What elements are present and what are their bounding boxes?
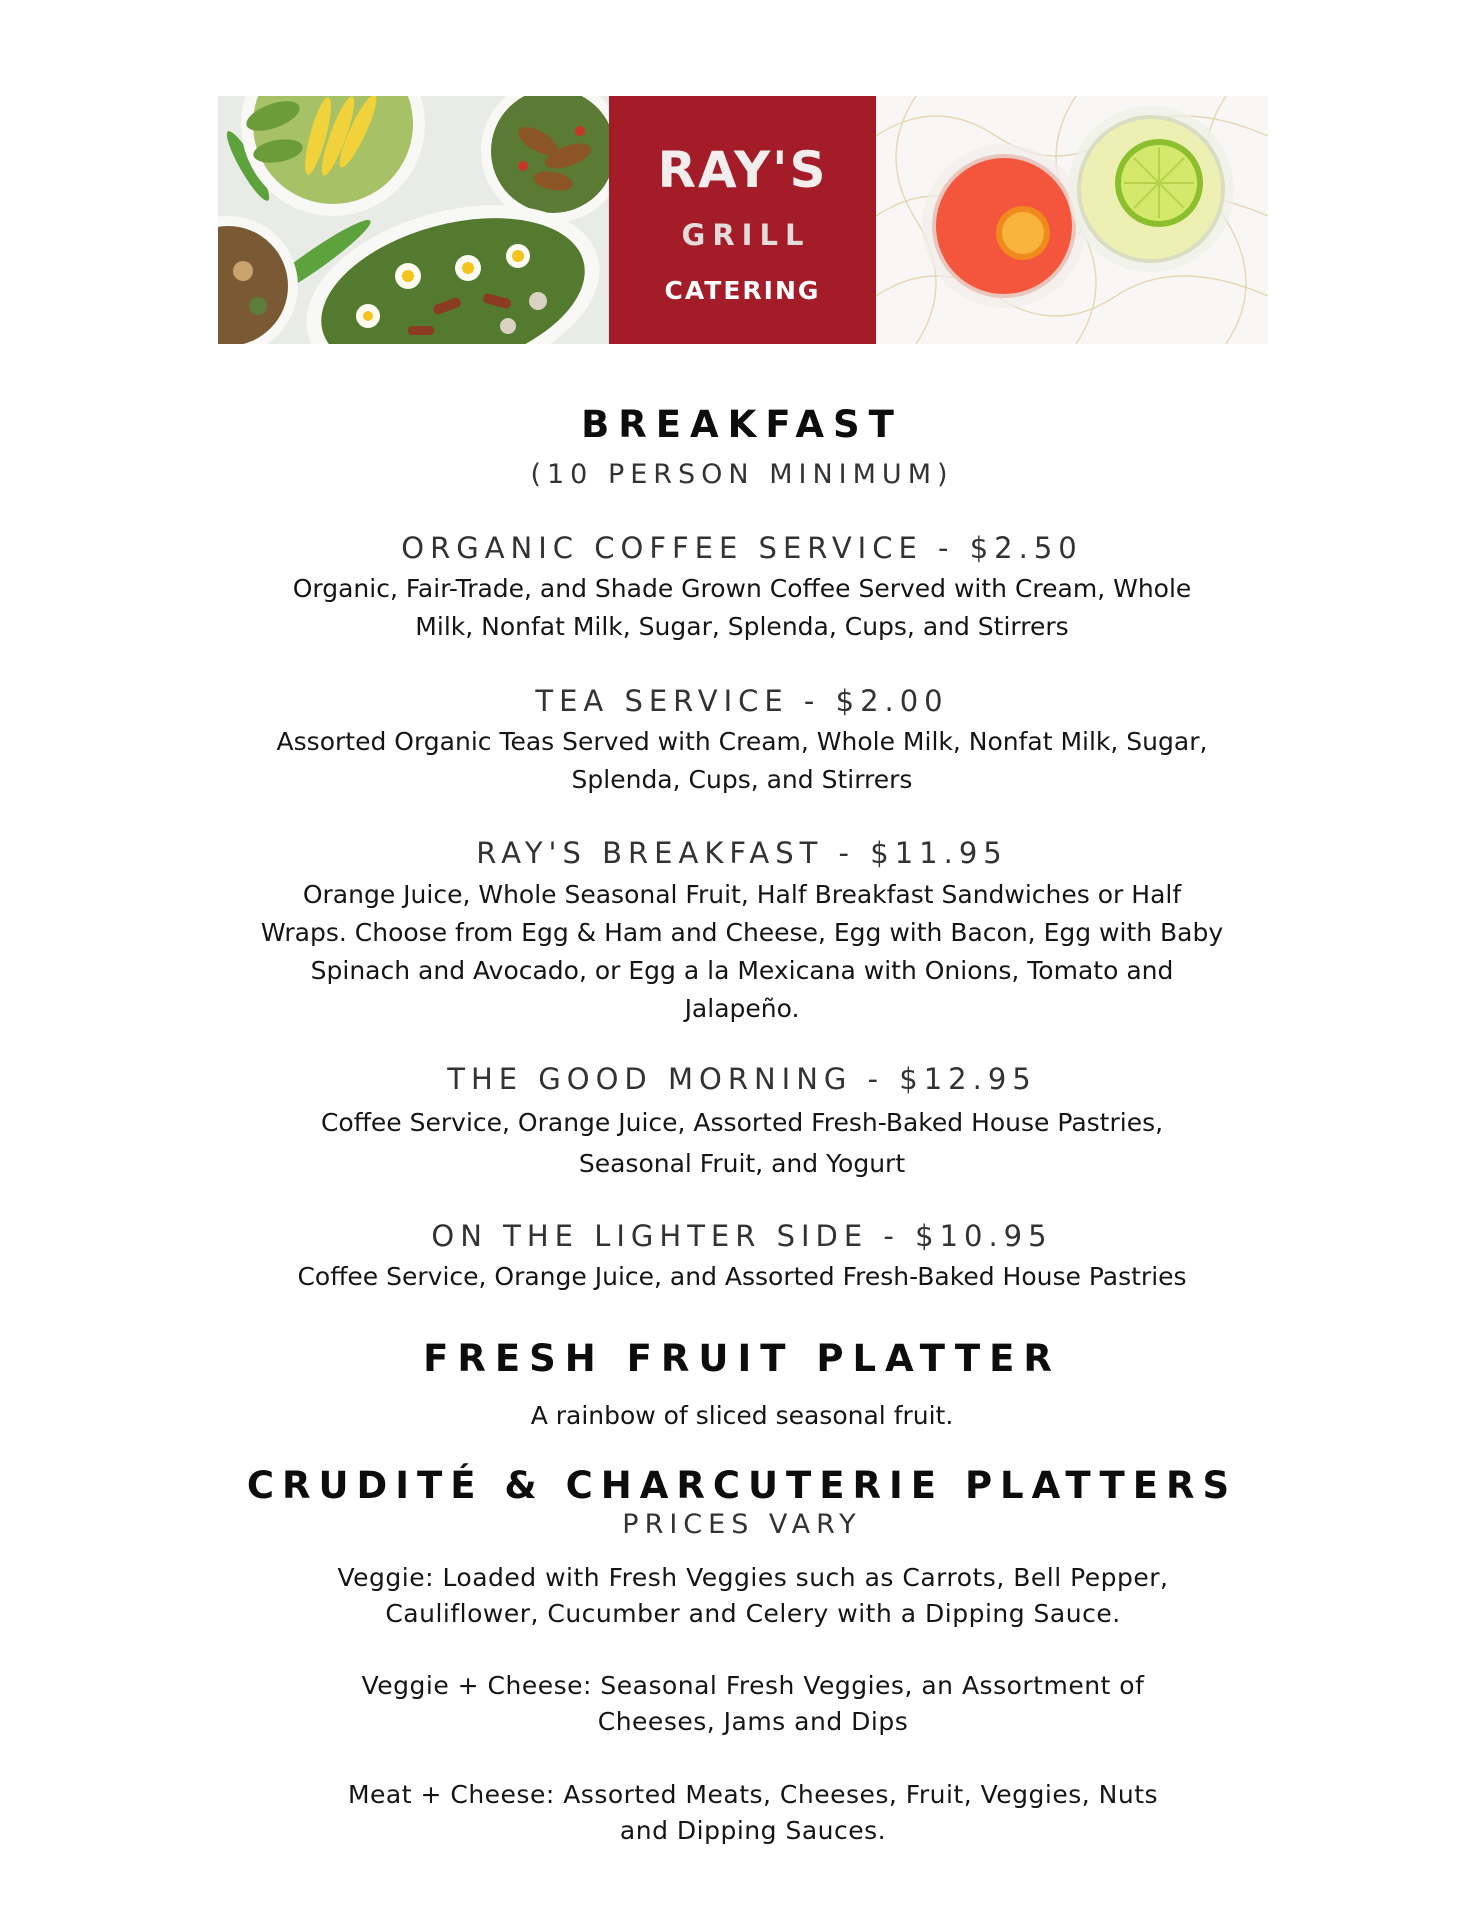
description-line: Splenda, Cups, and Stirrers [571, 765, 913, 794]
fruit-platter-description-block [0, 1397, 1484, 1435]
drinks-photo [876, 96, 1268, 344]
menu-item-lighter-side-description [0, 1258, 1484, 1296]
logo-rays-text: RAY'S [657, 141, 828, 199]
rays-grill-logo [609, 96, 876, 344]
platter-line: and Dipping Sauces. [619, 1816, 887, 1845]
description-line: Wraps. Choose from Egg & Ham and Cheese, Egg with Bacon, Egg with Baby [260, 918, 1224, 947]
menu-item-name: ON THE LIGHTER SIDE - $10.95 [431, 1219, 1053, 1253]
menu-item-good-morning-description [0, 1102, 1484, 1184]
platters-section-heading [0, 1464, 1484, 1507]
description-line: Assorted Organic Teas Served with Cream, Whole Milk, Nonfat Milk, Sugar, [276, 727, 1208, 756]
description-line: Orange Juice, Whole Seasonal Fruit, Half Breakfast Sandwiches or Half [302, 880, 1182, 909]
menu-item-tea [0, 684, 1484, 718]
fruit-platter-description: A rainbow of sliced seasonal fruit. [530, 1401, 954, 1430]
fruit-platter-section-heading [0, 1337, 1484, 1380]
platters-subtitle: PRICES VARY [622, 1509, 862, 1540]
fruit-platter-title: FRESH FRUIT PLATTER [423, 1337, 1061, 1380]
salad-bowls-photo [218, 96, 609, 344]
drinks-illustration [876, 96, 1268, 344]
menu-item-good-morning [0, 1062, 1484, 1096]
platter-line: Meat + Cheese: Assorted Meats, Cheeses, Fruit, Veggies, Nuts [347, 1780, 1159, 1809]
platter-line: Veggie + Cheese: Seasonal Fresh Veggies, an Assortment of [361, 1671, 1145, 1700]
breakfast-subtitle: (10 PERSON MINIMUM) [530, 459, 954, 490]
description-line: Coffee Service, Orange Juice, and Assorted Fresh-Baked House Pastries [297, 1262, 1187, 1291]
platter-line: Cauliflower, Cucumber and Celery with a Dipping Sauce. [385, 1599, 1121, 1628]
menu-item-rays-breakfast [0, 836, 1484, 870]
menu-item-name: THE GOOD MORNING - $12.95 [447, 1062, 1037, 1096]
menu-item-lighter-side [0, 1219, 1484, 1253]
platter-meat-cheese [0, 1777, 1484, 1849]
breakfast-section-heading [0, 403, 1484, 446]
salad-bowls-illustration [218, 96, 609, 344]
menu-item-name: ORGANIC COFFEE SERVICE - $2.50 [401, 531, 1083, 565]
description-line: Organic, Fair-Trade, and Shade Grown Coffee Served with Cream, Whole [292, 574, 1192, 603]
description-line: Seasonal Fruit, and Yogurt [578, 1149, 906, 1178]
description-line: Jalapeño. [684, 994, 800, 1023]
menu-item-tea-description [0, 723, 1484, 799]
menu-item-name: RAY'S BREAKFAST - $11.95 [476, 836, 1008, 870]
platter-line: Cheeses, Jams and Dips [597, 1707, 909, 1736]
menu-item-coffee-description [0, 570, 1484, 646]
platters-title: CRUDITÉ & CHARCUTERIE PLATTERS [246, 1464, 1238, 1507]
menu-item-coffee [0, 531, 1484, 565]
platters-prices-vary [0, 1511, 1484, 1538]
description-line: Spinach and Avocado, or Egg a la Mexicana with Onions, Tomato and [310, 956, 1174, 985]
menu-item-name: TEA SERVICE - $2.00 [535, 684, 949, 718]
menu-item-rays-breakfast-description [0, 876, 1484, 1028]
description-line: Milk, Nonfat Milk, Sugar, Splenda, Cups, and Stirrers [415, 612, 1069, 641]
breakfast-title: BREAKFAST [581, 403, 903, 446]
breakfast-minimum [0, 461, 1484, 488]
platter-line: Veggie: Loaded with Fresh Veggies such as Carrots, Bell Pepper, [337, 1563, 1169, 1592]
platter-veggie [0, 1560, 1484, 1632]
header-banner [218, 96, 1268, 344]
logo-grill-text: GRILL [681, 218, 811, 252]
description-line: Coffee Service, Orange Juice, Assorted Fresh-Baked House Pastries, [320, 1108, 1164, 1137]
platter-veggie-cheese [0, 1668, 1484, 1740]
logo-catering-text: CATERING [664, 276, 821, 305]
